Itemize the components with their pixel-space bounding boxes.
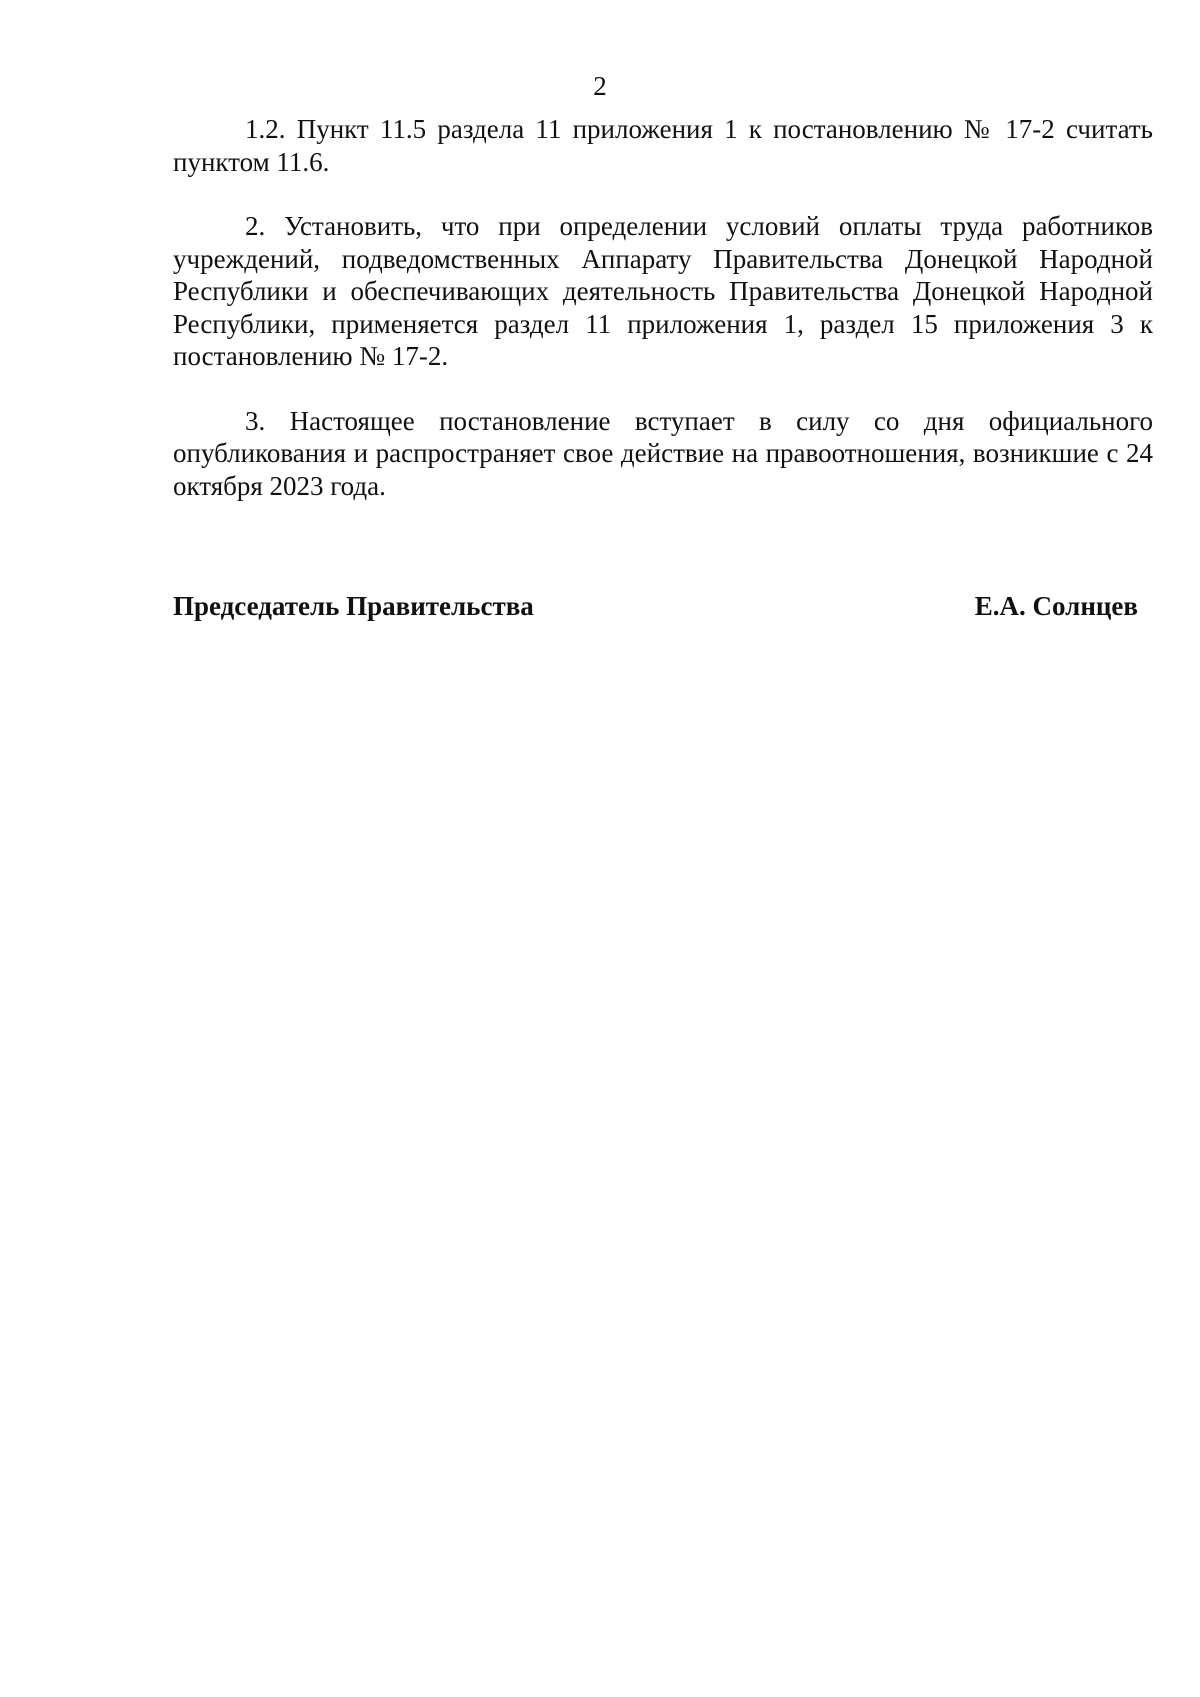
paragraph-3: 3. Настоящее постановление вступает в силу со дня официального опубликования и распространяет свое действие на правоотношения, возникшие с 24 октября 2023 года. [173, 405, 1153, 501]
signatory-position: Председатель Правительства [173, 591, 534, 621]
signatory-name: Е.А. Солнцев [974, 591, 1138, 621]
paragraph-2: 2. Установить, что при определении условий оплаты труда работников учреждений, подведомственных Аппарату Правительства Донецкой Народной Республики и обеспечивающих деятельность Правительства Донецкой Народной Республики, применяется раздел 11 приложения 1, раздел 15 приложения 3 к постановлению № 17-2. [173, 211, 1153, 371]
document-body [173, 113, 1153, 502]
signature-block [173, 590, 1138, 622]
page-number: 2 [593, 71, 607, 101]
paragraph-1-2: 1.2. Пункт 11.5 раздела 11 приложения 1 к постановлению № 17-2 считать пунктом 11.6. [173, 114, 1153, 177]
